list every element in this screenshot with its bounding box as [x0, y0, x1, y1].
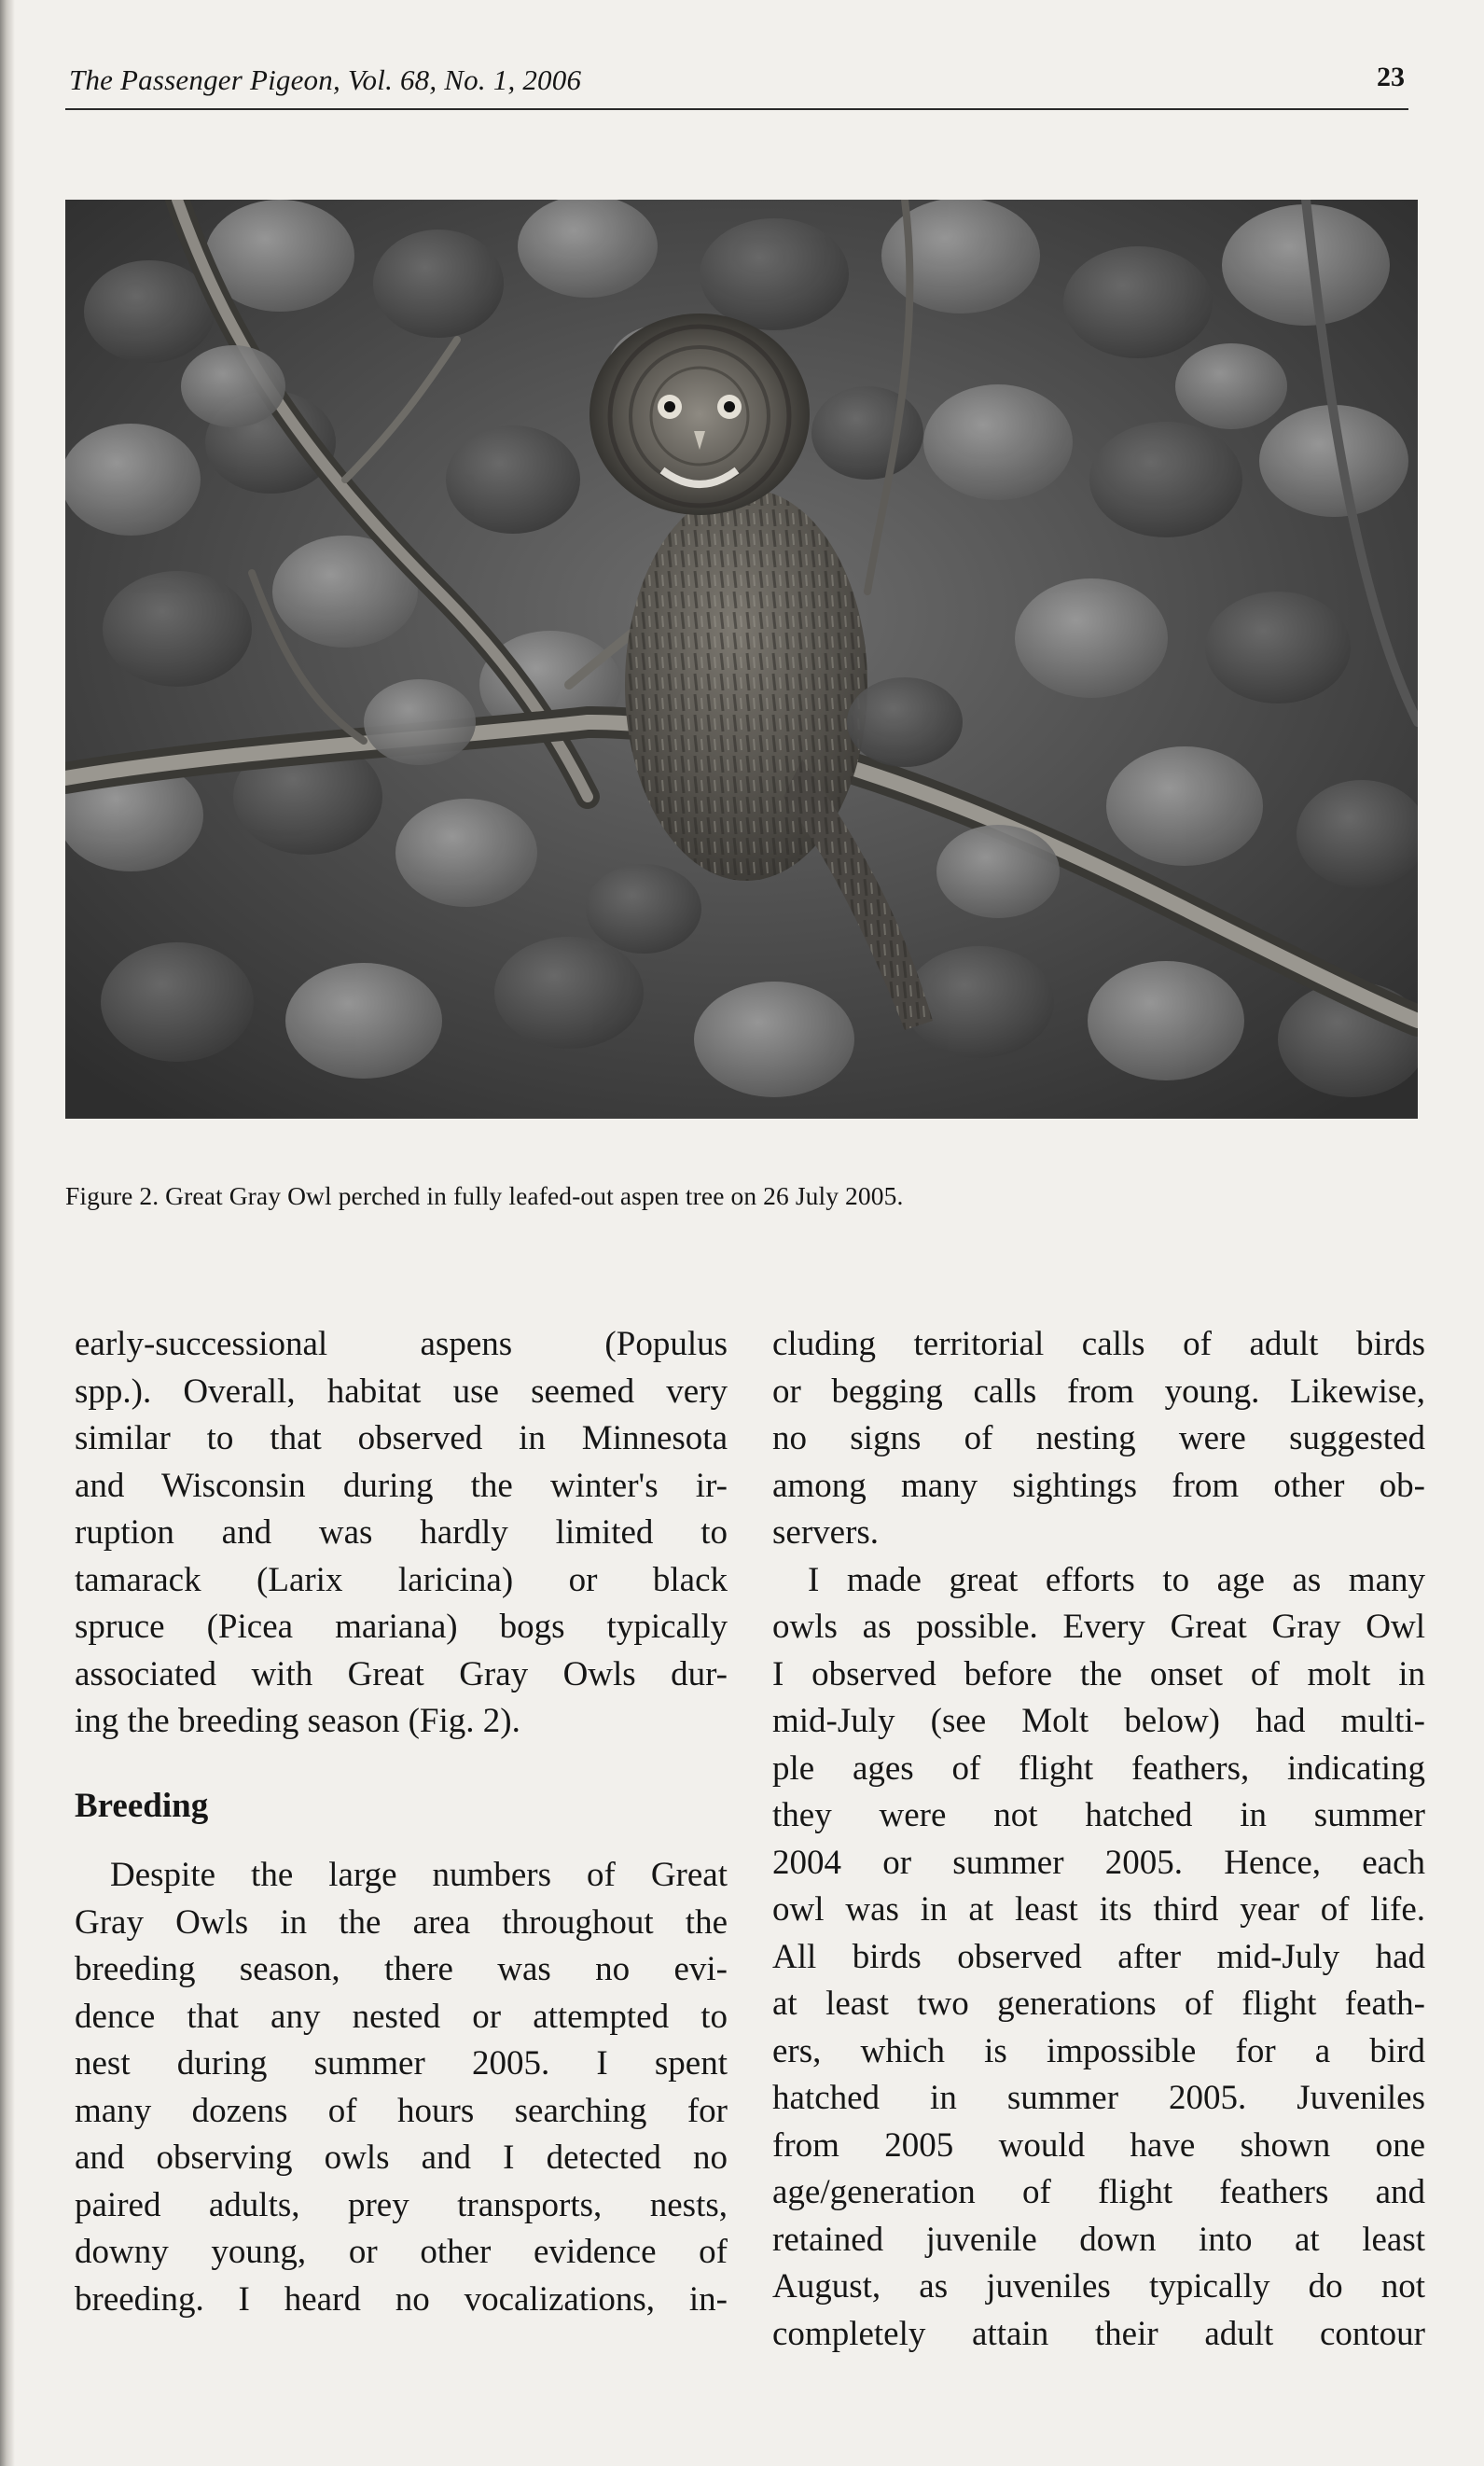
- text-line: August, as juveniles typically do not: [772, 2267, 1425, 2306]
- text-line: among many sightings from other ob-: [772, 1466, 1425, 1505]
- text-line: associated with Great Gray Owls dur-: [75, 1654, 728, 1693]
- paragraph-breeding: [75, 1852, 728, 2323]
- paragraph-habitat: [75, 1321, 728, 1746]
- text-line: and Wisconsin during the winter's ir-: [75, 1466, 728, 1505]
- left-column: [75, 1321, 728, 2323]
- running-head: The Passenger Pigeon, Vol. 68, No. 1, 2006: [69, 63, 582, 96]
- text-line: dence that any nested or attempted to: [75, 1997, 728, 2036]
- text-line: Despite the large numbers of Great: [110, 1856, 728, 1894]
- text-line: they were not hatched in summer: [772, 1796, 1425, 1834]
- section-heading-breeding: Breeding: [75, 1786, 209, 1825]
- text-line: spp.). Overall, habitat use seemed very: [75, 1372, 728, 1411]
- right-column: [772, 1321, 1425, 2358]
- text-line: from 2005 would have shown one: [772, 2125, 1425, 2165]
- text-line: owl was in at least its third year of life.: [772, 1890, 1425, 1929]
- page-header: [65, 58, 1408, 110]
- text-line: ple ages of flight feathers, indicating: [772, 1748, 1425, 1788]
- text-line: hatched in summer 2005. Juveniles: [772, 2079, 1425, 2117]
- text-line: similar to that observed in Minnesota: [75, 1419, 728, 1457]
- text-line: mid-July (see Molt below) had multi-: [772, 1702, 1425, 1740]
- text-line: and observing owls and I detected no: [75, 2139, 728, 2177]
- text-line: owls as possible. Every Great Gray Owl: [772, 1608, 1425, 1646]
- text-line: tamarack (Larix laricina) or black: [75, 1560, 728, 1599]
- text-line: All birds observed after mid-July had: [772, 1937, 1425, 1976]
- paragraph-aging: [772, 1557, 1425, 2359]
- text-line: ruption and was hardly limited to: [75, 1513, 728, 1552]
- page-number: 23: [1377, 62, 1405, 92]
- text-line: age/generation of flight feathers and: [772, 2173, 1425, 2211]
- text-line: no signs of nesting were suggested: [772, 1419, 1425, 1457]
- text-line: retained juvenile down into at least: [772, 2220, 1425, 2259]
- text-line: completely attain their adult contour: [772, 2314, 1425, 2353]
- text-line: spruce (Picea mariana) bogs typically: [75, 1608, 728, 1646]
- text-line: I made great efforts to age as many: [808, 1560, 1425, 1599]
- figure-caption: Figure 2. Great Gray Owl perched in fully leafed-out aspen tree on 26 July 2005.: [65, 1181, 904, 1210]
- text-line: nest during summer 2005. I spent: [75, 2044, 728, 2083]
- text-line: breeding season, there was no evi-: [75, 1950, 728, 1988]
- text-line: downy young, or other evidence of: [75, 2233, 728, 2271]
- text-line: Gray Owls in the area throughout the: [75, 1902, 728, 1942]
- text-line: I observed before the onset of molt in: [772, 1654, 1425, 1693]
- text-line: 2004 or summer 2005. Hence, each: [772, 1843, 1425, 1882]
- text-line: cluding territorial calls of adult birds: [772, 1325, 1425, 1363]
- text-line: breeding. I heard no vocalizations, in-: [75, 2279, 728, 2319]
- paragraph-vocalizations: [772, 1321, 1425, 1557]
- text-line: servers.: [772, 1513, 880, 1552]
- page-binding-edge: [0, 0, 15, 2466]
- text-line: paired adults, prey transports, nests,: [75, 2185, 728, 2224]
- text-line: ers, which is impossible for a bird: [772, 2031, 1425, 2070]
- text-line: or begging calls from young. Likewise,: [772, 1372, 1425, 1411]
- text-line: ing the breeding season (Fig. 2).: [75, 1702, 520, 1740]
- text-line: early-successional aspens (Populus: [75, 1325, 728, 1363]
- owl-photograph: [65, 200, 1418, 1119]
- text-line: many dozens of hours searching for: [75, 2091, 728, 2130]
- owl-photo-illustration: [65, 200, 1418, 1119]
- text-line: at least two generations of flight feath-: [772, 1985, 1425, 2023]
